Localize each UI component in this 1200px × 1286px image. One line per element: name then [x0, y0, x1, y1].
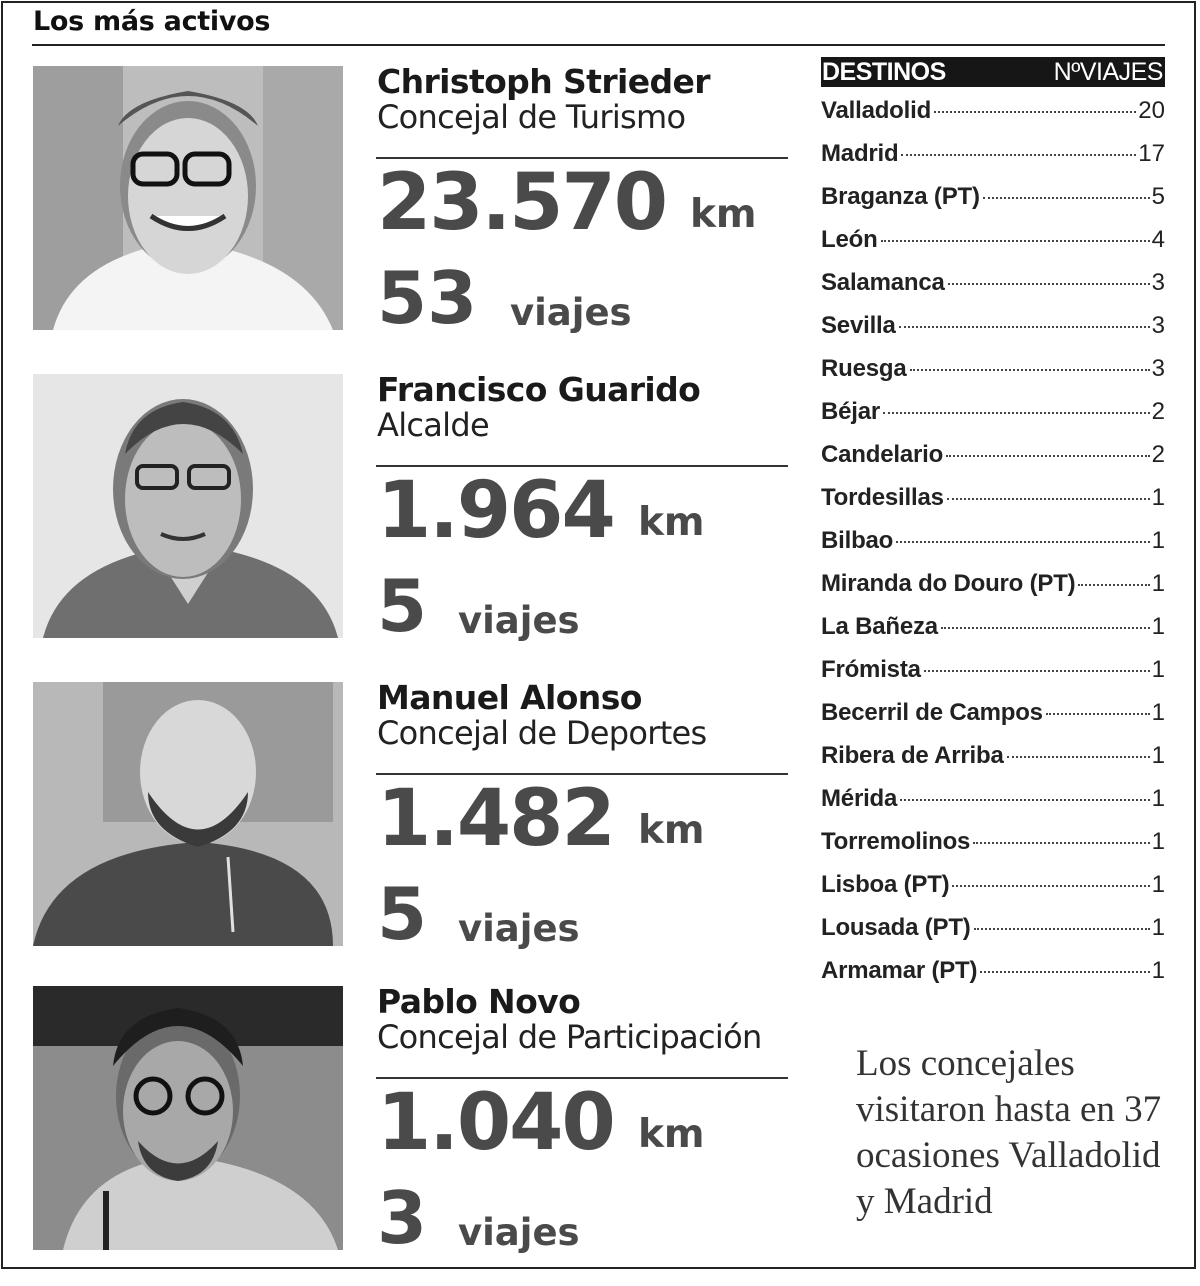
- destination-name: Lousada (PT): [821, 914, 971, 941]
- trips-unit: viajes: [458, 907, 580, 950]
- destination-name: Miranda do Douro (PT): [821, 570, 1076, 597]
- dot-leader: [948, 283, 1150, 285]
- km-value: 1.964: [377, 466, 614, 556]
- destination-trip-count: 4: [1151, 226, 1165, 253]
- km-value: 1.482: [377, 774, 614, 864]
- destination-name: Torremolinos: [821, 828, 971, 855]
- destination-trip-count: 1: [1151, 613, 1165, 640]
- destination-trip-count: 1: [1151, 527, 1165, 554]
- destination-trip-count: 3: [1151, 312, 1165, 339]
- destination-row: [821, 398, 1165, 441]
- destination-name: Ruesga: [821, 355, 907, 382]
- dot-leader: [900, 799, 1149, 801]
- destination-row: [821, 656, 1165, 699]
- dot-leader: [983, 197, 1150, 199]
- dot-leader: [901, 154, 1136, 156]
- km-unit: km: [690, 192, 757, 237]
- km-unit: km: [638, 1112, 705, 1157]
- destination-row: [821, 183, 1165, 226]
- destination-trip-count: 2: [1151, 398, 1165, 425]
- destination-name: Mérida: [821, 785, 898, 812]
- destination-trip-count: 1: [1151, 484, 1165, 511]
- trips-unit: viajes: [458, 599, 580, 642]
- person-role: Concejal de Turismo: [377, 98, 686, 136]
- km-value: 1.040: [377, 1078, 614, 1168]
- dot-leader: [941, 627, 1150, 629]
- person-name: Pablo Novo: [377, 982, 581, 1021]
- destination-trip-count: 3: [1151, 269, 1165, 296]
- destination-trip-count: 1: [1151, 828, 1165, 855]
- dot-leader: [980, 971, 1149, 973]
- dot-leader: [924, 670, 1150, 672]
- trips-value: 5: [377, 564, 428, 648]
- trips-column-header: NºVIAJES: [1053, 58, 1163, 86]
- destination-row: [821, 140, 1165, 183]
- destination-trip-count: 20: [1138, 97, 1165, 124]
- destination-name: Tordesillas: [821, 484, 944, 511]
- destination-row: [821, 699, 1165, 742]
- destination-row: [821, 226, 1165, 269]
- trips-value: 53: [377, 256, 478, 340]
- destination-name: Madrid: [821, 140, 899, 167]
- trips-unit: viajes: [458, 1211, 580, 1254]
- destination-trip-count: 1: [1151, 957, 1165, 984]
- destinations-column-header: DESTINOS: [822, 58, 946, 86]
- person-name: Christoph Strieder: [377, 62, 710, 101]
- dot-leader: [1046, 713, 1150, 715]
- destination-name: Ribera de Arriba: [821, 742, 1004, 769]
- dot-leader: [899, 326, 1150, 328]
- person-role: Concejal de Deportes: [377, 714, 707, 752]
- destination-row: [821, 269, 1165, 312]
- destination-row: [821, 570, 1165, 613]
- destination-row: [821, 97, 1165, 140]
- dot-leader: [974, 928, 1150, 930]
- destination-trip-count: 1: [1151, 570, 1165, 597]
- dot-leader: [881, 240, 1150, 242]
- destination-row: [821, 785, 1165, 828]
- destination-name: León: [821, 226, 878, 253]
- destination-row: [821, 527, 1165, 570]
- destination-row: [821, 484, 1165, 527]
- destination-name: Bilbao: [821, 527, 894, 554]
- destination-row: [821, 742, 1165, 785]
- destination-row: [821, 828, 1165, 871]
- destination-trip-count: 5: [1151, 183, 1165, 210]
- dot-leader: [910, 369, 1150, 371]
- destination-trip-count: 1: [1151, 871, 1165, 898]
- destination-name: Salamanca: [821, 269, 945, 296]
- destination-trip-count: 3: [1151, 355, 1165, 382]
- trips-value: 5: [377, 872, 428, 956]
- title-divider: [32, 44, 1165, 46]
- destination-trip-count: 2: [1151, 441, 1165, 468]
- destination-name: Valladolid: [821, 97, 932, 124]
- trips-value: 3: [377, 1176, 428, 1260]
- dot-leader: [934, 111, 1136, 113]
- destination-name: Sevilla: [821, 312, 896, 339]
- destination-name: Lisboa (PT): [821, 871, 950, 898]
- km-unit: km: [638, 500, 705, 545]
- dot-leader: [883, 412, 1150, 414]
- person-role: Concejal de Participación: [377, 1018, 762, 1056]
- dot-leader: [1007, 756, 1150, 758]
- person-name: Manuel Alonso: [377, 678, 642, 717]
- dot-leader: [952, 885, 1149, 887]
- destination-trip-count: 1: [1151, 742, 1165, 769]
- person-card: [0, 982, 800, 1286]
- destination-row: [821, 613, 1165, 656]
- km-unit: km: [638, 808, 705, 853]
- summary-note: Los concejales visitaron hasta en 37 ocasiones Valladolid y Madrid: [856, 1043, 1162, 1222]
- person-card: [0, 62, 800, 366]
- destination-trip-count: 1: [1151, 699, 1165, 726]
- dot-leader: [946, 455, 1150, 457]
- destination-trip-count: 1: [1151, 656, 1165, 683]
- destination-row: [821, 441, 1165, 484]
- destination-name: Armamar (PT): [821, 957, 978, 984]
- person-photo: [33, 986, 343, 1250]
- destination-row: [821, 871, 1165, 914]
- destination-name: Frómista: [821, 656, 921, 683]
- destinations-table-header: [821, 57, 1165, 87]
- person-card: [0, 678, 800, 982]
- person-photo: [33, 66, 343, 330]
- destination-name: Candelario: [821, 441, 944, 468]
- person-card: [0, 370, 800, 674]
- dot-leader: [947, 498, 1150, 500]
- dot-leader: [1078, 584, 1149, 586]
- destinations-list: [821, 97, 1165, 1000]
- destination-name: Braganza (PT): [821, 183, 980, 210]
- person-role: Alcalde: [377, 406, 489, 444]
- destination-name: Béjar: [821, 398, 881, 425]
- km-value: 23.570: [377, 158, 666, 248]
- person-photo: [33, 374, 343, 638]
- page-title: Los más activos: [33, 6, 271, 37]
- dot-leader: [896, 541, 1150, 543]
- destination-trip-count: 17: [1138, 140, 1165, 167]
- destination-row: [821, 914, 1165, 957]
- destination-trip-count: 1: [1151, 914, 1165, 941]
- person-name: Francisco Guarido: [377, 370, 701, 409]
- destination-row: [821, 312, 1165, 355]
- destination-trip-count: 1: [1151, 785, 1165, 812]
- trips-unit: viajes: [510, 291, 632, 334]
- destination-name: Becerril de Campos: [821, 699, 1043, 726]
- destination-row: [821, 957, 1165, 1000]
- person-photo: [33, 682, 343, 946]
- destination-row: [821, 355, 1165, 398]
- destination-name: La Bañeza: [821, 613, 938, 640]
- dot-leader: [973, 842, 1149, 844]
